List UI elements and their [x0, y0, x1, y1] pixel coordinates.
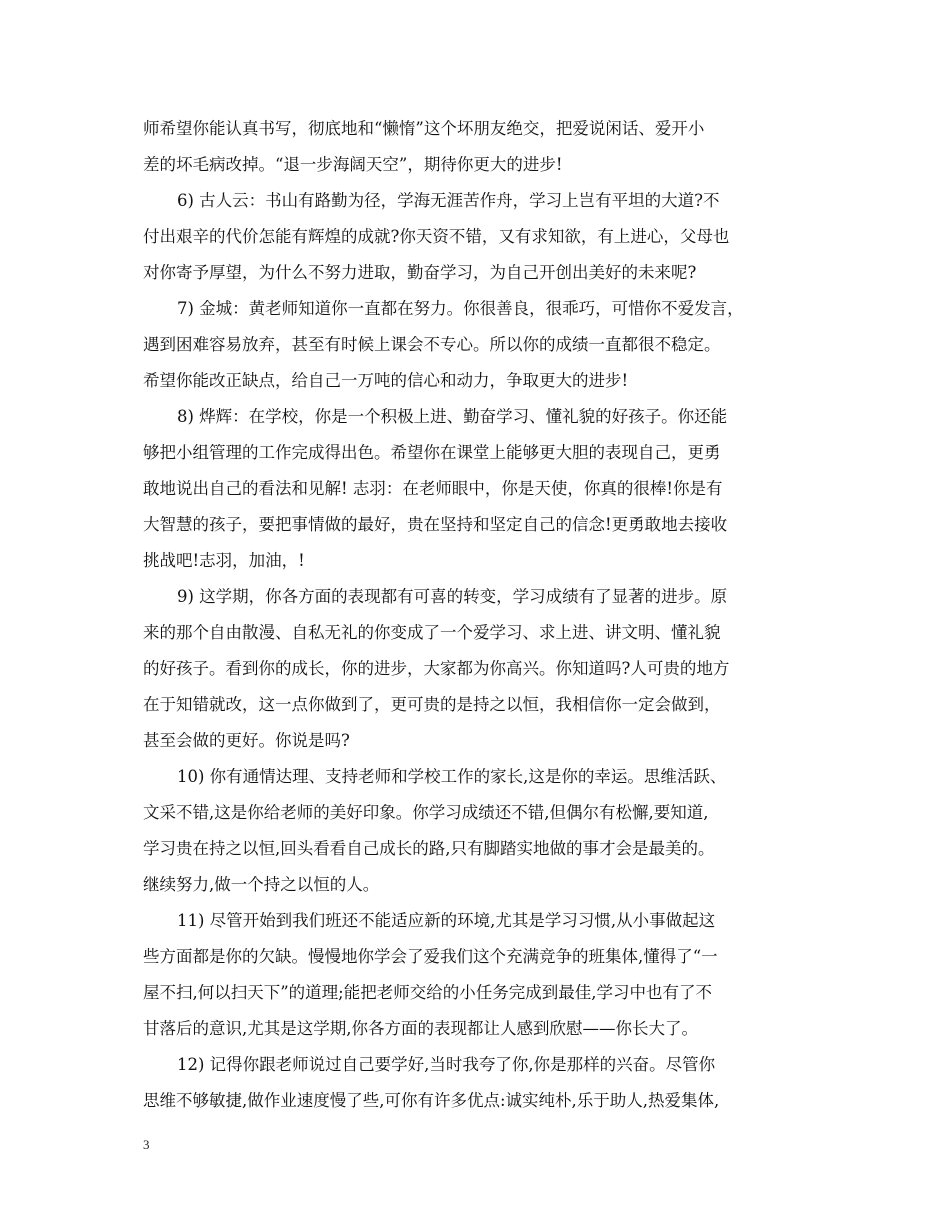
text-line: 文采不错,这是你给老师的美好印象。你学习成绩还不错,但偶尔有松懈,要知道,: [143, 803, 709, 822]
text-line: 的好孩子。看到你的成长，你的进步，大家都为你高兴。你知道吗?人可贵的地方: [143, 659, 730, 678]
text-line: 大智慧的孩子，要把事情做的最好，贵在坚持和坚定自己的信念!更勇敢地去接收: [143, 515, 728, 534]
text-line: 师希望你能认真书写，彻底地和“懒惰”这个坏朋友绝交，把爱说闲话、爱开小: [143, 119, 705, 138]
text-line: 6) 古人云：书山有路勤为径，学海无涯苦作舟，学习上岂有平坦的大道?不: [177, 191, 720, 210]
body-text: [143, 111, 823, 1119]
text-line: 来的那个自由散漫、自私无礼的你变成了一个爱学习、求上进、讲文明、懂礼貌: [143, 623, 721, 642]
text-line: 些方面都是你的欠缺。慢慢地你学会了爱我们这个充满竞争的班集体,懂得了“一: [143, 947, 718, 966]
text-line: 学习贵在持之以恒,回头看看自己成长的路,只有脚踏实地做的事才会是最美的。: [143, 839, 715, 858]
text-line: 差的坏毛病改掉。“退一步海阔天空”，期待你更大的进步!: [143, 155, 563, 174]
text-line: 11) 尽管开始到我们班还不能适应新的环境,尤其是学习习惯,从小事做起这: [177, 911, 716, 930]
text-line: 屋不扫,何以扫天下”的道理;能把老师交给的小任务完成到最佳,学习中也有了不: [143, 983, 712, 1002]
text-line: 9) 这学期，你各方面的表现都有可喜的转变，学习成绩有了显著的进步。原: [177, 587, 728, 606]
text-line: 思维不够敏捷,做作业速度慢了些,可你有许多优点:诚实纯朴,乐于助人,热爱集体,: [143, 1091, 720, 1110]
text-line: 甚至会做的更好。你说是吗?: [143, 731, 350, 750]
page-number: 3: [143, 1137, 150, 1152]
text-line: 甘落后的意识,尤其是这学期,你各方面的表现都让人感到欣慰——你长大了。: [143, 1019, 698, 1038]
text-line: 对你寄予厚望，为什么不努力进取，勤奋学习，为自己开创出美好的未来呢?: [143, 263, 697, 282]
text-line: 继续努力,做一个持之以恒的人。: [143, 875, 380, 894]
text-line: 敢地说出自己的看法和见解! 志羽：在老师眼中，你是天使，你真的很棒!你是有: [143, 479, 723, 498]
text-line: 付出艰辛的代价怎能有辉煌的成就?你天资不错，又有求知欲，有上进心，父母也: [143, 227, 730, 246]
text-line: 挑战吧!志羽，加油，!: [143, 551, 305, 570]
text-line: 7) 金城：黄老师知道你一直都在努力。你很善良，很乖巧，可惜你不爱发言，: [177, 299, 744, 318]
text-line: 够把小组管理的工作完成得出色。希望你在课堂上能够更大胆的表现自己，更勇: [143, 443, 721, 462]
text-line: 希望你能改正缺点，给自己一万吨的信心和动力，争取更大的进步!: [143, 371, 629, 390]
text-line: 在于知错就改，这一点你做到了，更可贵的是持之以恒，我相信你一定会做到，: [143, 695, 721, 714]
text-line: 12) 记得你跟老师说过自己要学好,当时我夸了你,你是那样的兴奋。尽管你: [177, 1055, 716, 1074]
text-line: 遇到困难容易放弃，甚至有时候上课会不专心。所以你的成绩一直都很不稳定。: [143, 335, 721, 354]
text-line: 8) 烨辉：在学校，你是一个积极上进、勤奋学习、懂礼貌的好孩子。你还能: [177, 407, 728, 426]
text-line: 10) 你有通情达理、支持老师和学校工作的家长,这是你的幸运。思维活跃、: [177, 767, 727, 786]
